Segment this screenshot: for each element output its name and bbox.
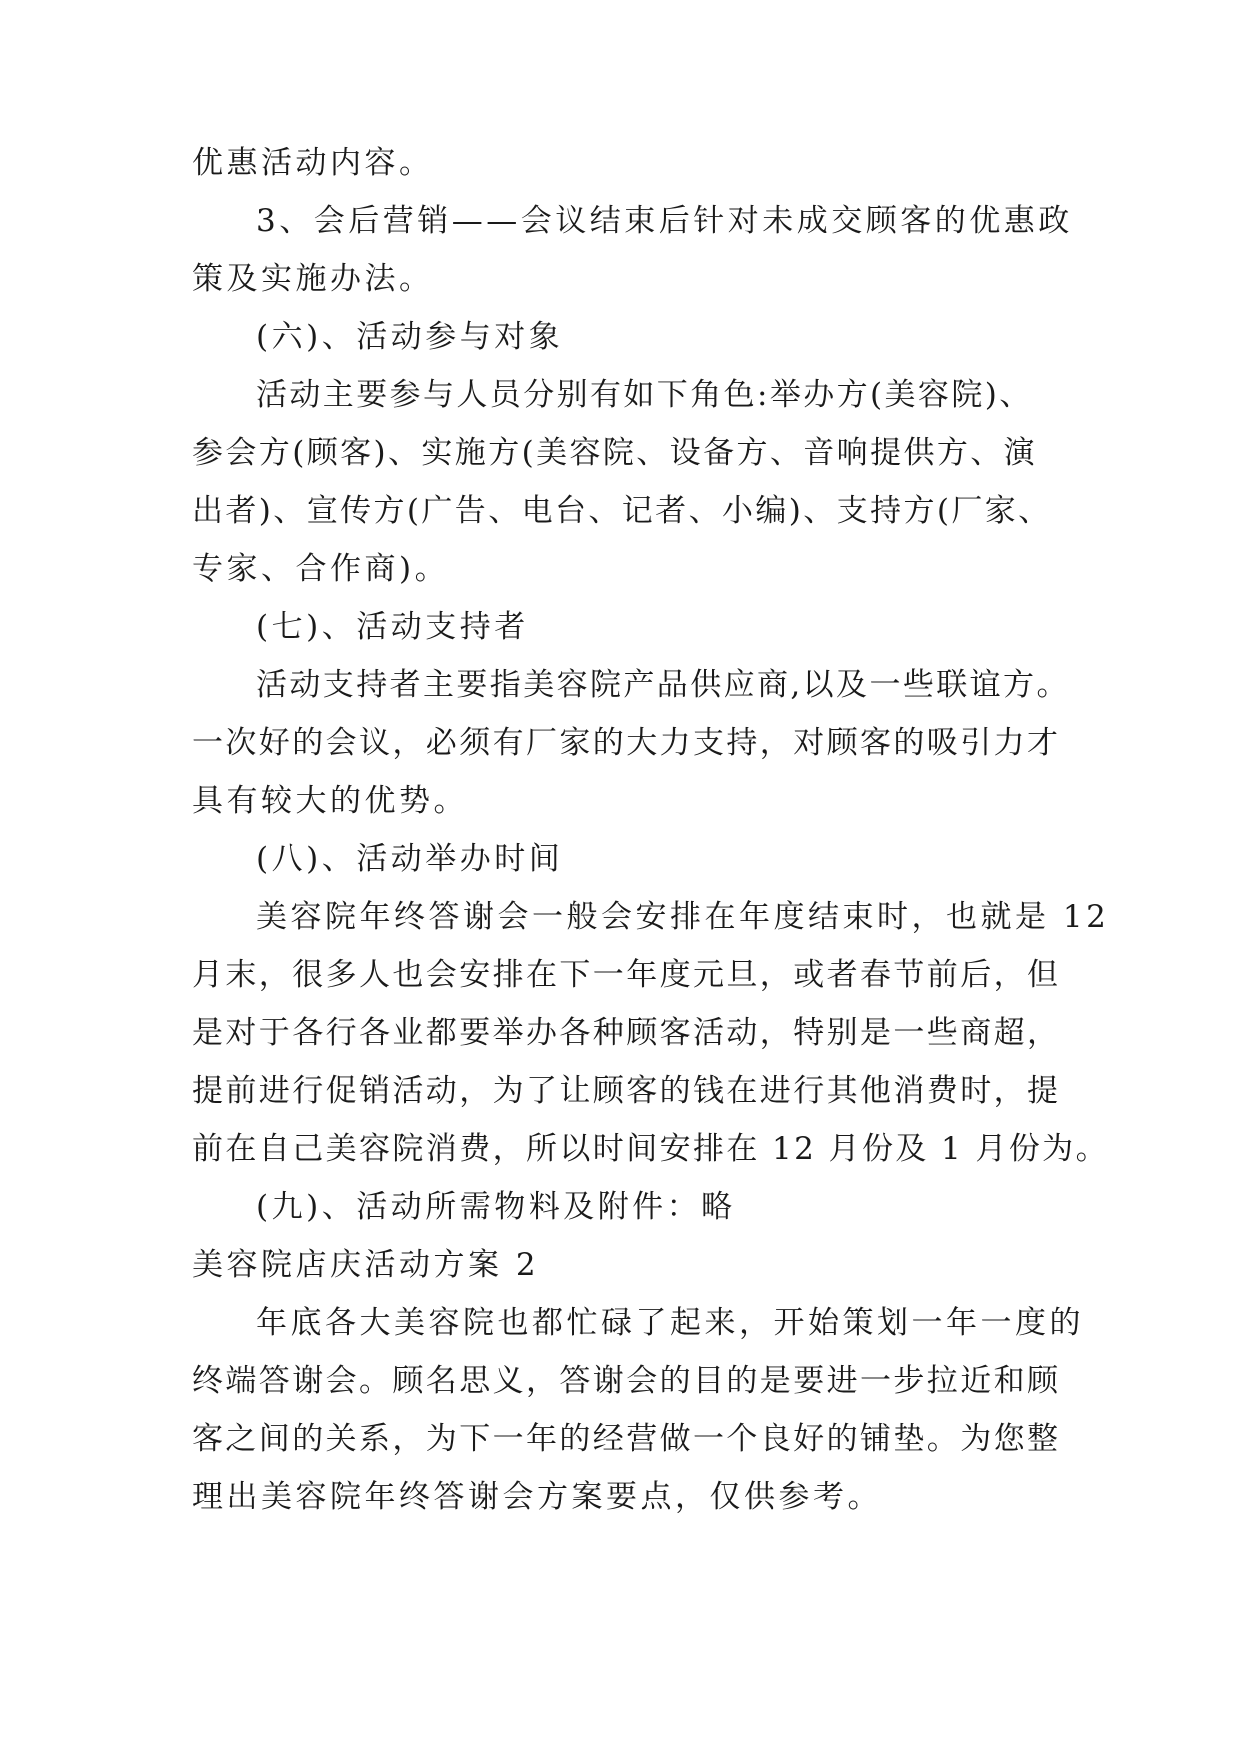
document-title: 美容院店庆活动方案 2 (192, 1247, 540, 1283)
paragraph-line: 参会方(顾客)、实施方(美容院、设备方、音响提供方、演 (192, 435, 1038, 471)
paragraph-line: 月末，很多人也会安排在下一年度元旦，或者春节前后，但 (192, 957, 1061, 993)
paragraph-line: 年底各大美容院也都忙碌了起来，开始策划一年一度的 (256, 1305, 1084, 1341)
paragraph-line: 策及实施办法。 (192, 261, 434, 297)
section-heading: (八)、活动举办时间 (256, 841, 564, 877)
paragraph-line: 活动主要参与人员分别有如下角色:举办方(美容院)、 (256, 377, 1033, 413)
paragraph-line: 出者)、宣传方(广告、电台、记者、小编)、支持方(厂家、 (192, 493, 1052, 529)
paragraph-line: 美容院年终答谢会一般会安排在年度结束时，也就是 12 (256, 899, 1110, 935)
paragraph-line: 优惠活动内容。 (192, 145, 434, 181)
paragraph-line: 具有较大的优势。 (192, 783, 468, 819)
paragraph-line: 客之间的关系，为下一年的经营做一个良好的铺垫。为您整 (192, 1421, 1061, 1457)
section-heading: (九)、活动所需物料及附件：略 (256, 1189, 736, 1225)
paragraph-line: 专家、合作商)。 (192, 551, 450, 587)
paragraph-line: 3、会后营销——会议结束后针对未成交顾客的优惠政 (256, 203, 1073, 239)
paragraph-line: 理出美容院年终答谢会方案要点，仅供参考。 (192, 1479, 882, 1515)
paragraph-line: 是对于各行各业都要举办各种顾客活动，特别是一些商超， (192, 1015, 1061, 1051)
paragraph-line: 前在自己美容院消费，所以时间安排在 12 月份及 1 月份为。 (192, 1131, 1109, 1167)
section-heading: (七)、活动支持者 (256, 609, 529, 645)
section-heading: (六)、活动参与对象 (256, 319, 564, 355)
paragraph-line: 一次好的会议，必须有厂家的大力支持，对顾客的吸引力才 (192, 725, 1061, 761)
paragraph-line: 活动支持者主要指美容院产品供应商,以及一些联谊方。 (256, 667, 1070, 703)
paragraph-line: 终端答谢会。顾名思义，答谢会的目的是要进一步拉近和顾 (192, 1363, 1061, 1399)
paragraph-line: 提前进行促销活动，为了让顾客的钱在进行其他消费时，提 (192, 1073, 1061, 1109)
